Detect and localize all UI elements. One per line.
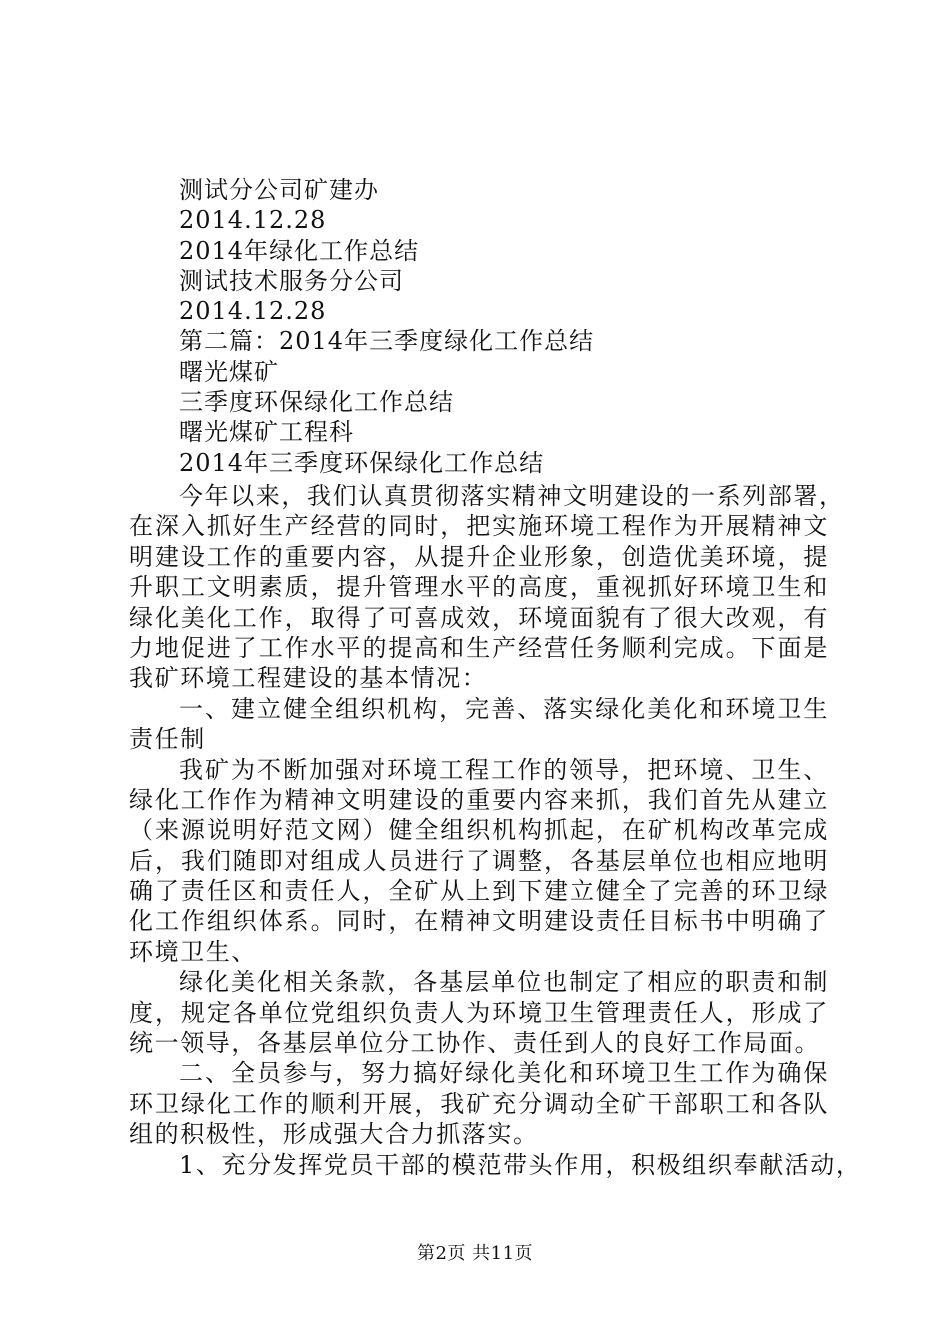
text-line: 绿化美化相关条款，各基层单位也制定了相应的职责和制: [179, 968, 829, 997]
heading-line: 2014.12.28: [179, 206, 327, 235]
paragraph: [129, 755, 829, 968]
heading-line: 2014年三季度环保绿化工作总结: [179, 448, 545, 477]
text-line: （来源说明好范文网）健全组织机构抓起，在矿机构改革完成: [129, 816, 829, 845]
heading-line: 曙光煤矿: [179, 357, 279, 386]
text-line: 确了责任区和责任人，全矿从上到下建立健全了完善的环卫绿: [129, 877, 829, 906]
text-line: 后，我们随即对组成人员进行了调整，各基层单位也相应地明: [129, 846, 829, 875]
text-line: 在深入抓好生产经营的同时，把实施环境工程作为开展精神文: [129, 512, 829, 541]
text-line: 绿化美化工作，取得了可喜成效，环境面貌有了很大改观，有: [129, 603, 829, 632]
text-line: 组的积极性，形成强大合力抓落实。: [129, 1120, 539, 1149]
paragraph: [129, 694, 829, 755]
text-line: 一、建立健全组织机构，完善、落实绿化美化和环境卫生: [179, 694, 829, 723]
text-line: 化工作组织体系。同时，在精神文明建设责任目标书中明确了: [129, 907, 829, 936]
heading-line: 曙光煤矿工程科: [179, 418, 354, 447]
page-number: 第2页 共11页: [416, 1243, 534, 1264]
text-line: 力地促进了工作水平的提高和生产经营任务顺利完成。下面是: [129, 633, 829, 662]
text-line: 责任制: [129, 725, 206, 754]
text-line: 绿化工作作为精神文明建设的重要内容来抓，我们首先从建立: [129, 785, 829, 814]
heading-line: 2014.12.28: [179, 297, 327, 326]
paragraph: [129, 1150, 862, 1180]
heading-line: 测试技术服务分公司: [179, 266, 404, 295]
heading-line: 第二篇：2014年三季度绿化工作总结: [179, 327, 595, 356]
text-line: 我矿环境工程建设的基本情况：: [129, 664, 488, 693]
text-line: 我矿为不断加强对环境工程工作的领导，把环境、卫生、: [179, 755, 829, 784]
text-line: 今年以来，我们认真贯彻落实精神文明建设的一系列部署，: [179, 482, 845, 510]
text-line: 环卫绿化工作的顺利开展，我矿充分调动全矿干部职工和各队: [129, 1089, 829, 1118]
heading-line: 测试分公司矿建办: [179, 176, 379, 204]
paragraph: [129, 967, 829, 1058]
heading-line: 2014年绿化工作总结: [179, 236, 420, 265]
text-line: 升职工文明素质，提升管理水平的高度，重视抓好环境卫生和: [129, 573, 829, 602]
heading-line: 三季度环保绿化工作总结: [179, 388, 454, 417]
text-line: 二、全员参与，努力搞好绿化美化和环境卫生工作为确保: [179, 1059, 829, 1088]
paragraph: [129, 1058, 829, 1149]
body-text: [129, 481, 862, 1180]
text-line: 环境卫生、: [129, 937, 257, 966]
paragraph: [129, 481, 845, 694]
text-line: 度，规定各单位党组织负责人为环境卫生管理责任人，形成了: [129, 998, 829, 1027]
heading-block: [179, 175, 859, 478]
text-line: 1、充分发挥党员干部的模范带头作用，积极组织奉献活动，: [179, 1150, 862, 1179]
text-line: 明建设工作的重要内容，从提升企业形象，创造优美环境，提: [129, 542, 829, 571]
text-line: 统一领导，各基层单位分工协作、责任到人的良好工作局面。: [129, 1029, 821, 1058]
